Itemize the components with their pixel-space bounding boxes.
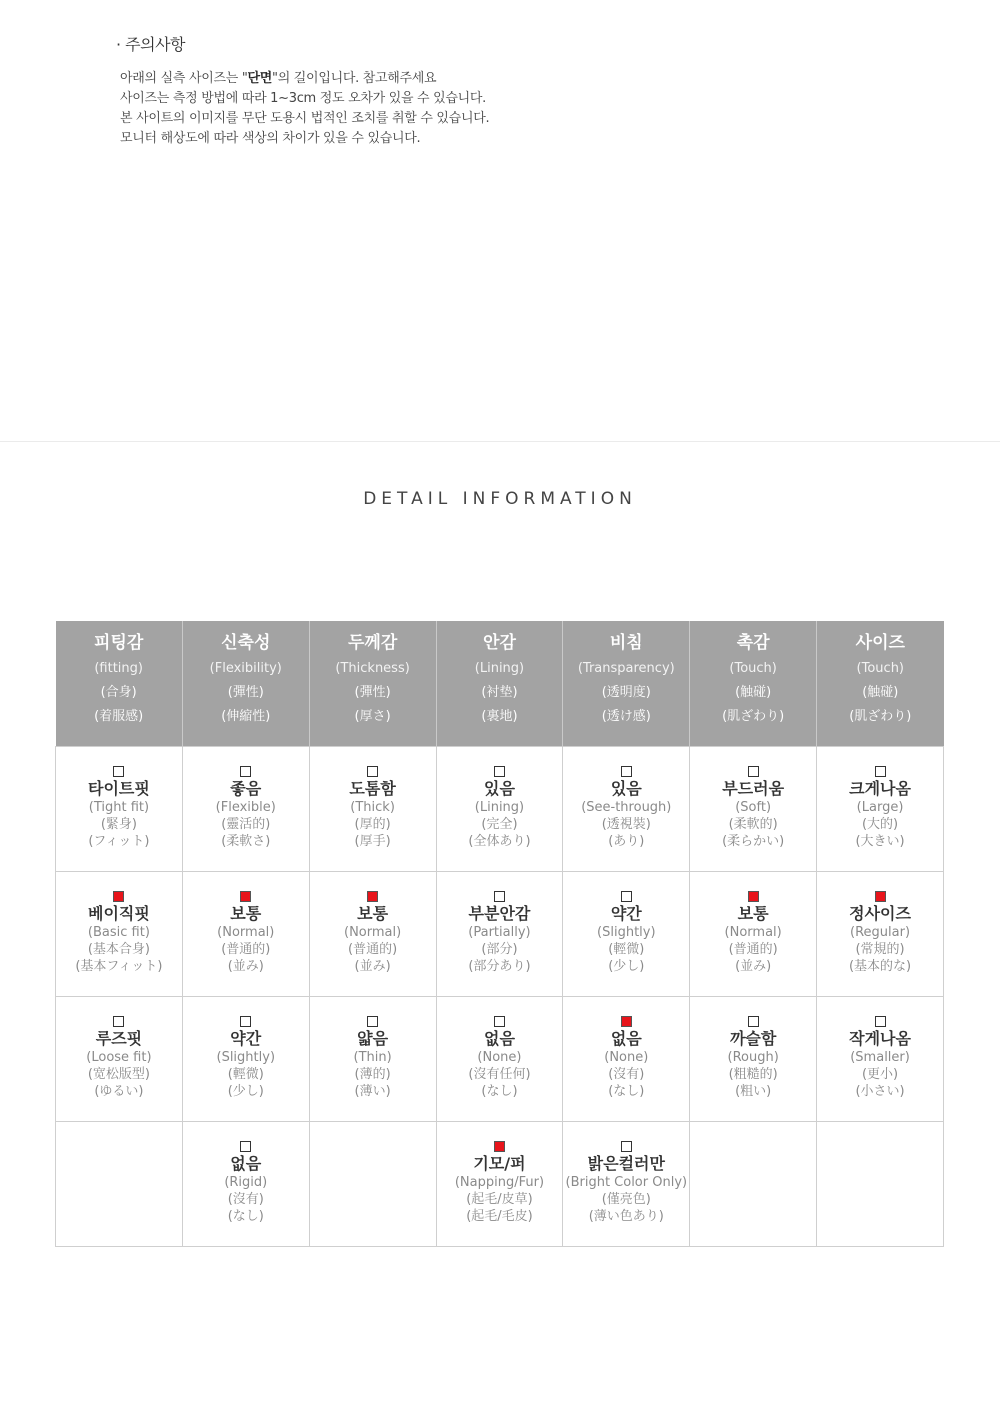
option-label-translation: (靈活的) bbox=[221, 817, 271, 832]
header-label-en: (Thickness) bbox=[335, 661, 410, 676]
unchecked-box-icon bbox=[494, 1016, 505, 1027]
option-label-translation: (あり) bbox=[608, 834, 645, 849]
option-label-translation: (大的) bbox=[861, 817, 899, 832]
option-label-translation: (Loose fit) bbox=[86, 1050, 152, 1065]
notice-line-2: 사이즈는 측정 방법에 따라 1~3cm 정도 오차가 있을 수 있습니다. bbox=[120, 91, 487, 106]
unchecked-box-icon bbox=[494, 891, 505, 902]
checked-box-icon bbox=[875, 891, 886, 902]
option-label-ko: 크게나옴 bbox=[849, 779, 911, 798]
option-label-translation: (Regular) bbox=[850, 925, 911, 940]
option-label-translation: (並み) bbox=[354, 959, 391, 974]
option-label-translation: (なし) bbox=[227, 1209, 264, 1224]
option-label-ko: 기모/퍼 bbox=[473, 1154, 526, 1173]
detail-row bbox=[56, 747, 944, 872]
option-cell bbox=[56, 997, 183, 1122]
detail-row bbox=[56, 872, 944, 997]
option-label-translation: (Thin) bbox=[353, 1050, 392, 1065]
option-cell bbox=[563, 872, 690, 997]
header-label-en: (fitting) bbox=[94, 661, 143, 676]
option-label-ko: 얇음 bbox=[357, 1029, 389, 1048]
option-label-translation: (厚的) bbox=[354, 817, 391, 832]
checked-box-icon bbox=[494, 1141, 505, 1152]
option-cell bbox=[436, 997, 563, 1122]
unchecked-box-icon bbox=[621, 1141, 632, 1152]
checked-box-icon bbox=[367, 891, 378, 902]
option-label-ko: 정사이즈 bbox=[849, 904, 911, 923]
option-label-translation: (常規的) bbox=[855, 942, 905, 957]
option-label-translation: (沒有任何) bbox=[468, 1067, 531, 1082]
option-label-ko: 베이직핏 bbox=[88, 904, 150, 923]
option-label-translation: (輕微) bbox=[227, 1067, 264, 1082]
header-label-en: (Touch) bbox=[729, 661, 777, 676]
notice-line-4: 모니터 해상도에 따라 색상의 차이가 있을 수 있습니다. bbox=[120, 131, 421, 146]
option-label-translation: (なし) bbox=[608, 1084, 645, 1099]
detail-info-table bbox=[55, 621, 944, 1247]
unchecked-box-icon bbox=[875, 1016, 886, 1027]
option-label-translation: (Smaller) bbox=[850, 1050, 910, 1065]
header-label-ja: (肌ざわり) bbox=[722, 709, 785, 724]
header-touch bbox=[690, 621, 817, 747]
header-thickness bbox=[309, 621, 436, 747]
option-cell bbox=[436, 747, 563, 872]
header-label-ko: 촉감 bbox=[736, 633, 770, 653]
header-label-zh: (彈性) bbox=[354, 685, 391, 700]
header-label-ja: (透け感) bbox=[601, 709, 651, 724]
option-label-translation: (普通的) bbox=[728, 942, 778, 957]
header-label-ja: (肌ざわり) bbox=[849, 709, 912, 724]
option-cell bbox=[563, 747, 690, 872]
option-label-ko: 보통 bbox=[737, 904, 769, 923]
option-cell bbox=[182, 1122, 309, 1247]
notice-section bbox=[116, 32, 489, 149]
header-label-ko: 비침 bbox=[609, 633, 643, 653]
header-label-en: (Flexibility) bbox=[209, 661, 282, 676]
option-label-translation: (小さい) bbox=[855, 1084, 905, 1099]
unchecked-box-icon bbox=[748, 1016, 759, 1027]
option-label-translation: (柔軟さ) bbox=[221, 834, 271, 849]
option-label-translation: (Tight fit) bbox=[88, 800, 150, 815]
option-label-translation: (全体あり) bbox=[468, 834, 531, 849]
unchecked-box-icon bbox=[621, 766, 632, 777]
header-label-zh: (触碰) bbox=[735, 685, 772, 700]
option-cell bbox=[690, 872, 817, 997]
option-label-translation: (Slightly) bbox=[597, 925, 656, 940]
option-label-translation: (沒有) bbox=[608, 1067, 645, 1082]
header-label-ja: (裏地) bbox=[481, 709, 518, 724]
notice-line-1 bbox=[120, 69, 489, 89]
option-label-ko: 약간 bbox=[610, 904, 642, 923]
unchecked-box-icon bbox=[875, 766, 886, 777]
detail-row bbox=[56, 1122, 944, 1247]
unchecked-box-icon bbox=[113, 766, 124, 777]
option-cell bbox=[309, 872, 436, 997]
option-label-translation: (粗糙的) bbox=[728, 1067, 778, 1082]
option-cell bbox=[309, 747, 436, 872]
header-label-en: (Touch) bbox=[856, 661, 905, 676]
header-size bbox=[817, 621, 944, 747]
option-cell bbox=[817, 997, 944, 1122]
option-cell bbox=[182, 997, 309, 1122]
checked-box-icon bbox=[113, 891, 124, 902]
option-label-translation: (Rigid) bbox=[224, 1175, 268, 1190]
notice-line-3: 본 사이트의 이미지를 무단 도용시 법적인 조치를 취할 수 있습니다. bbox=[120, 111, 490, 126]
option-label-translation: (None) bbox=[604, 1050, 649, 1065]
option-cell bbox=[690, 747, 817, 872]
option-label-translation: (Basic fit) bbox=[87, 925, 150, 940]
option-label-translation: (少し) bbox=[227, 1084, 264, 1099]
option-label-translation: (基本フィット) bbox=[75, 959, 163, 974]
header-label-ja: (伸縮性) bbox=[221, 709, 271, 724]
option-label-translation: (Napping/Fur) bbox=[454, 1175, 545, 1190]
header-label-ja: (着服感) bbox=[94, 709, 144, 724]
option-label-ko: 좋음 bbox=[230, 779, 262, 798]
header-label-en: (Lining) bbox=[474, 661, 525, 676]
option-label-translation: (並み) bbox=[735, 959, 772, 974]
option-label-translation: (起毛/皮草) bbox=[466, 1192, 533, 1207]
option-label-translation: (柔軟的) bbox=[728, 817, 778, 832]
option-label-ko: 부드러움 bbox=[722, 779, 785, 798]
option-cell bbox=[436, 1122, 563, 1247]
option-label-ko: 까슬함 bbox=[729, 1029, 777, 1048]
option-cell bbox=[690, 997, 817, 1122]
option-cell bbox=[563, 997, 690, 1122]
unchecked-box-icon bbox=[367, 1016, 378, 1027]
unchecked-box-icon bbox=[113, 1016, 124, 1027]
header-transparency bbox=[563, 621, 690, 747]
header-label-ja: (厚さ) bbox=[354, 709, 391, 724]
header-label-ko: 사이즈 bbox=[855, 633, 905, 653]
header-label-ko: 안감 bbox=[483, 633, 516, 653]
option-label-translation: (Soft) bbox=[735, 800, 772, 815]
option-label-translation: (なし) bbox=[481, 1084, 518, 1099]
option-label-translation: (Partially) bbox=[468, 925, 531, 940]
detail-information-heading: DETAIL INFORMATION bbox=[363, 489, 637, 509]
option-cell bbox=[563, 1122, 690, 1247]
header-fitting bbox=[56, 621, 183, 747]
empty-cell bbox=[56, 1122, 183, 1247]
option-label-translation: (Flexible) bbox=[215, 800, 276, 815]
unchecked-box-icon bbox=[621, 891, 632, 902]
option-cell bbox=[817, 872, 944, 997]
header-label-zh: (衬垫) bbox=[481, 685, 518, 700]
header-label-en: (Transparency) bbox=[577, 661, 675, 676]
option-label-translation: (フィット) bbox=[88, 834, 150, 849]
option-cell bbox=[309, 997, 436, 1122]
option-label-translation: (薄的) bbox=[354, 1067, 391, 1082]
option-label-translation: (薄い色あり) bbox=[588, 1209, 664, 1224]
unchecked-box-icon bbox=[494, 766, 505, 777]
option-label-translation: (Lining) bbox=[474, 800, 525, 815]
option-label-translation: (Large) bbox=[856, 800, 904, 815]
option-label-ko: 있음 bbox=[610, 779, 642, 798]
option-label-translation: (Slightly) bbox=[216, 1050, 276, 1065]
option-cell bbox=[56, 747, 183, 872]
option-label-translation: (Normal) bbox=[724, 925, 782, 940]
unchecked-box-icon bbox=[367, 766, 378, 777]
option-label-translation: (基本的な) bbox=[848, 959, 912, 974]
unchecked-box-icon bbox=[240, 766, 251, 777]
checked-box-icon bbox=[240, 891, 251, 902]
notice-title: · 주의사항 bbox=[116, 35, 185, 54]
option-label-translation: (Rough) bbox=[727, 1050, 779, 1065]
option-label-ko: 없음 bbox=[610, 1029, 642, 1048]
option-label-translation: (宽松版型) bbox=[87, 1067, 150, 1082]
checked-box-icon bbox=[748, 891, 759, 902]
option-label-ko: 없음 bbox=[483, 1029, 515, 1048]
checked-box-icon bbox=[621, 1016, 632, 1027]
option-label-translation: (Bright Color Only) bbox=[565, 1175, 688, 1190]
option-label-translation: (透視裝) bbox=[601, 817, 651, 832]
detail-body bbox=[56, 747, 944, 1247]
header-label-zh: (触碰) bbox=[862, 685, 899, 700]
option-label-ko: 작게나옴 bbox=[849, 1029, 911, 1048]
option-label-translation: (普通的) bbox=[348, 942, 398, 957]
option-label-ko: 약간 bbox=[230, 1029, 262, 1048]
unchecked-box-icon bbox=[240, 1016, 251, 1027]
option-label-translation: (厚手) bbox=[354, 834, 391, 849]
header-label-ko: 신축성 bbox=[221, 633, 271, 653]
unchecked-box-icon bbox=[748, 766, 759, 777]
option-label-translation: (基本合身) bbox=[87, 942, 150, 957]
option-label-translation: (輕微) bbox=[608, 942, 645, 957]
option-label-translation: (薄い) bbox=[354, 1084, 391, 1099]
header-label-ko: 두께감 bbox=[347, 633, 398, 653]
option-label-translation: (僅亮色) bbox=[601, 1192, 651, 1207]
option-label-translation: (柔らかい) bbox=[722, 834, 785, 849]
option-label-translation: (完全) bbox=[481, 817, 518, 832]
option-label-translation: (ゆるい) bbox=[94, 1084, 144, 1099]
option-label-ko: 없음 bbox=[230, 1154, 262, 1173]
option-cell bbox=[182, 872, 309, 997]
option-label-translation: (沒有) bbox=[227, 1192, 264, 1207]
notice-line-1-post: "의 길이입니다. 참고해주세요 bbox=[272, 71, 437, 86]
option-label-ko: 루즈핏 bbox=[95, 1029, 143, 1048]
option-label-translation: (部分あり) bbox=[468, 959, 531, 974]
detail-header-row bbox=[56, 621, 944, 747]
option-label-translation: (Thick) bbox=[350, 800, 395, 815]
option-label-ko: 있음 bbox=[483, 779, 515, 798]
unchecked-box-icon bbox=[240, 1141, 251, 1152]
notice-line-1-bold: 단면 bbox=[247, 71, 273, 86]
option-label-ko: 보통 bbox=[357, 904, 389, 923]
section-divider bbox=[0, 441, 1000, 442]
option-label-translation: (少し) bbox=[608, 959, 645, 974]
option-label-translation: (大きい) bbox=[855, 834, 905, 849]
header-label-zh: (透明度) bbox=[601, 685, 651, 700]
option-cell bbox=[182, 747, 309, 872]
header-flexibility bbox=[182, 621, 309, 747]
option-label-translation: (See-through) bbox=[581, 800, 672, 815]
option-label-translation: (並み) bbox=[227, 959, 264, 974]
option-label-ko: 밝은컬러만 bbox=[587, 1154, 665, 1173]
header-label-ko: 피팅감 bbox=[94, 633, 144, 653]
option-label-ko: 타이트핏 bbox=[88, 779, 150, 798]
option-label-translation: (None) bbox=[477, 1050, 522, 1065]
option-label-translation: (粗い) bbox=[735, 1084, 772, 1099]
option-label-ko: 부분안감 bbox=[468, 904, 531, 923]
detail-row bbox=[56, 997, 944, 1122]
option-label-translation: (部分) bbox=[481, 942, 518, 957]
header-label-zh: (彈性) bbox=[227, 685, 264, 700]
empty-cell bbox=[690, 1122, 817, 1247]
option-cell bbox=[436, 872, 563, 997]
option-cell bbox=[817, 747, 944, 872]
option-label-ko: 보통 bbox=[230, 904, 262, 923]
option-label-ko: 도톰함 bbox=[349, 779, 396, 798]
option-label-translation: (Normal) bbox=[344, 925, 402, 940]
header-lining bbox=[436, 621, 563, 747]
option-label-translation: (普通的) bbox=[221, 942, 271, 957]
header-label-zh: (合身) bbox=[100, 685, 137, 700]
option-cell bbox=[56, 872, 183, 997]
notice-line-1-pre: 아래의 실측 사이즈는 " bbox=[120, 71, 248, 86]
option-label-translation: (起毛/毛皮) bbox=[466, 1209, 533, 1224]
option-label-translation: (緊身) bbox=[100, 817, 137, 832]
empty-cell bbox=[817, 1122, 944, 1247]
empty-cell bbox=[309, 1122, 436, 1247]
option-label-translation: (Normal) bbox=[217, 925, 275, 940]
option-label-translation: (更小) bbox=[861, 1067, 899, 1082]
